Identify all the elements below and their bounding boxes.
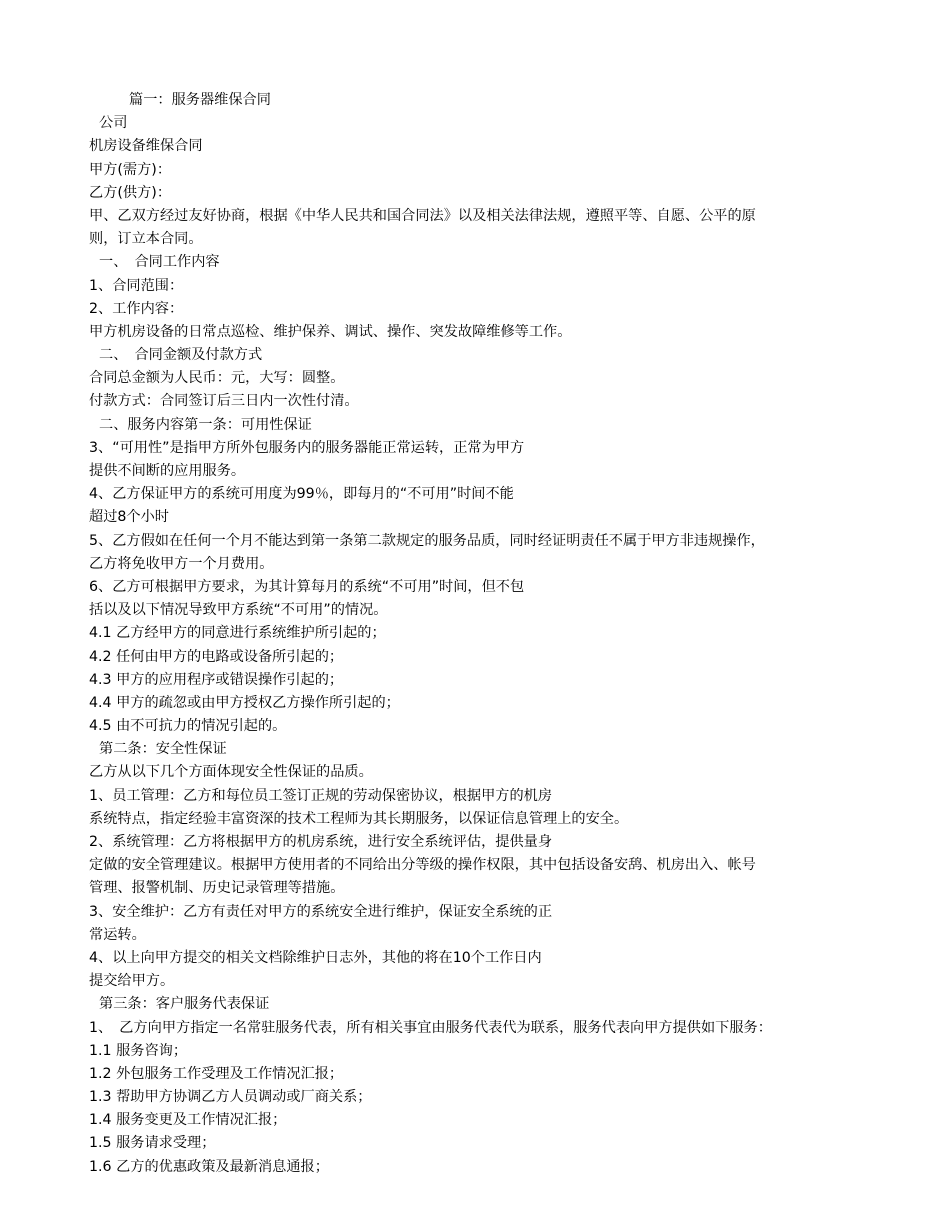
paragraph-line: 提供不间断的应用服务。 [89, 463, 246, 479]
paragraph-line: 4、以上向甲方提交的相关文档除维护日志外，其他的将在10个工作日内 [89, 949, 542, 966]
paragraph-line: 乙方从以下几个方面体现安全性保证的品质。 [89, 764, 373, 781]
paragraph-line: 系统特点，指定经验丰富资深的技术工程师为其长期服务，以保证信息管理上的安全。 [89, 810, 629, 827]
paragraph-line: 3、安全维护：乙方有责任对甲方的系统安全进行维护，保证安全系统的正 [89, 903, 553, 920]
paragraph-line: 定做的安全管理建议。根据甲方使用者的不同给出分等级的操作权限，其中包括设备安鸹、机房出入、帐号 [89, 857, 756, 874]
section-heading: 二、服务内容第一条：可用性保证 [99, 416, 312, 433]
paragraph-line: 甲方机房设备的日常点巡检、维护保养、调试、操作、突发故障维修等工作。 [89, 323, 572, 340]
paragraph-line: 常运转。 [89, 926, 146, 943]
paragraph-line: 4、乙方保证甲方的系统可用度为99％，即每月的“不可用”时间不能 [89, 486, 514, 503]
section-heading: 二、 合同金额及付款方式 [99, 347, 263, 364]
list-item: 4.1 乙方经甲方的同意进行系统维护所引起的； [89, 625, 386, 642]
party-a: 甲方(需方)： [89, 161, 172, 178]
section-heading: 第二条：安全性保证 [99, 741, 227, 758]
paragraph-line: 付款方式：合同签订后三日内一次性付清。 [89, 393, 359, 410]
paragraph-line: 提交给甲方。 [89, 973, 175, 990]
contract-title: 机房设备维保合同 [89, 138, 203, 155]
paragraph-line: 乙方将免收甲方一个月费用。 [89, 555, 274, 572]
paragraph-line: 则，订立本合同。 [89, 231, 203, 248]
list-item: 1.4 服务变更及工作情况汇报； [89, 1112, 287, 1129]
party-b: 乙方(供方)： [89, 184, 172, 201]
paragraph-line: 1、 乙方向甲方指定一名常驻服务代表，所有相关事宜由服务代表代为联系，服务代表向甲方提供如下服务： [89, 1019, 772, 1036]
paragraph-line: 1、合同范围： [89, 277, 184, 294]
list-item: 4.3 甲方的应用程序或错误操作引起的； [89, 671, 344, 688]
list-item: 4.5 由不可抗力的情况引起的。 [89, 718, 287, 735]
paragraph-line: 6、乙方可根据甲方要求，为其计算每月的系统“不可用”时间，但不包 [89, 578, 525, 595]
document-title: 篇一：服务器维保合同 [129, 92, 271, 108]
paragraph-line: 合同总金额为人民币：元，大写：圆整。 [89, 370, 345, 387]
list-item: 1.3 帮助甲方协调乙方人员调动或厂商关系； [89, 1089, 372, 1106]
paragraph-line: 3、“可用性”是指甲方所外包服务内的服务器能正常运转，正常为甲方 [89, 439, 525, 456]
section-heading: 第三条：客户服务代表保证 [99, 996, 270, 1013]
paragraph-line: 1、员工管理：乙方和每位员工签订正规的劳动保密协议，根据甲方的机房 [89, 787, 553, 804]
list-item: 1.6 乙方的优惠政策及最新消息通报； [89, 1158, 329, 1175]
list-item: 4.4 甲方的疏忽或由甲方授权乙方操作所引起的； [89, 694, 400, 711]
paragraph-line: 5、乙方假如在任何一个月不能达到第一条第二款规定的服务品质，同时经证明责任不属于甲方非违规操作， [89, 532, 765, 549]
paragraph-line: 超过8个小时 [89, 509, 169, 526]
paragraph-line: 甲、乙双方经过友好协商，根据《中华人民共和国合同法》以及相关法律法规，遵照平等、自愿、公平的原 [89, 207, 756, 224]
company-line: 公司 [99, 115, 128, 132]
list-item: 4.2 任何由甲方的电路或设备所引起的； [89, 648, 344, 665]
list-item: 1.1 服务咨询； [89, 1042, 188, 1059]
section-heading: 一、 合同工作内容 [99, 254, 220, 271]
list-item: 1.5 服务请求受理； [89, 1135, 216, 1152]
paragraph-line: 括以及以下情况导致甲方系统“不可用”的情况。 [89, 602, 388, 619]
document-page [89, 89, 889, 1179]
paragraph-line: 2、系统管理：乙方将根据甲方的机房系统，进行安全系统评估，提供量身 [89, 834, 553, 850]
paragraph-line: 2、工作内容： [89, 300, 184, 317]
list-item: 1.2 外包服务工作受理及工作情况汇报； [89, 1065, 344, 1082]
paragraph-line: 管理、报警机制、历史记录管理等措施。 [89, 880, 345, 897]
